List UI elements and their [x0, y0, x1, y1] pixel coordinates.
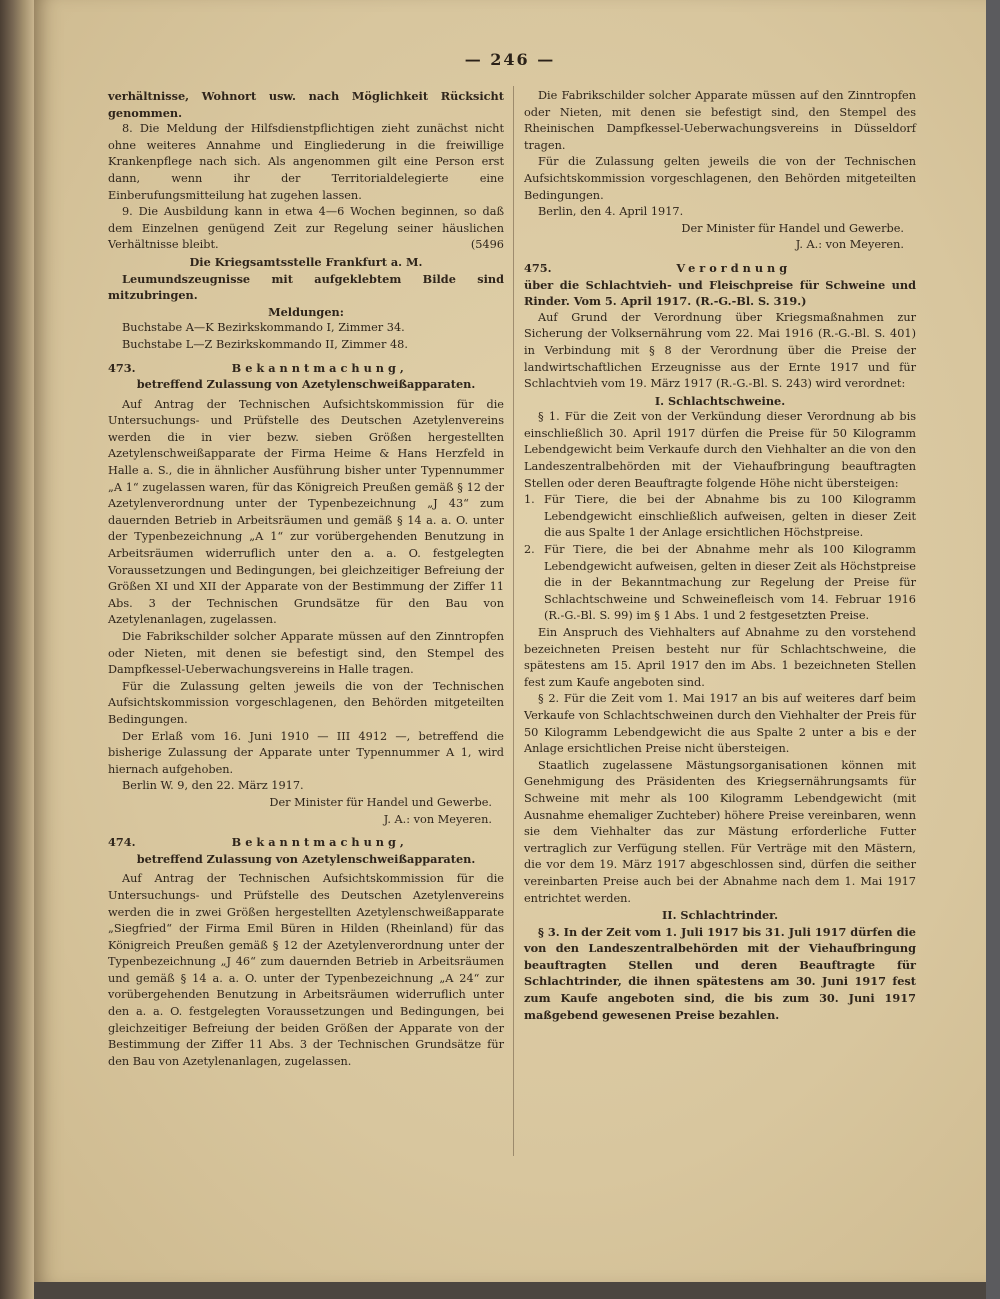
paragraph-8: 8. Die Meldung der Hilfsdienstpflichtigen zieht zunächst nicht ohne weiteres Annahme und Eingliederung in die freiwillige Krankenpflege nach sich. Als angenommen gilt eine Person erst dann, wenn ihr der Territorialdelegierte eine Einberufungsmitteilung hat zugehen lassen. [108, 122, 504, 202]
right-column [524, 88, 916, 1023]
signature-name: J. A.: von Meyeren. [795, 238, 904, 252]
place-date: Berlin, den 4. April 1917. [538, 205, 684, 219]
section-number: 475. [524, 260, 552, 275]
page-edge [986, 0, 1000, 1299]
section-473-paragraph: Für die Zulassung gelten jeweils die von der Technischen Aufsichtskommission vorgeschlagenen, den Behörden mitgeteilten Bedingungen. [108, 679, 504, 726]
paragraph-9 [108, 204, 504, 254]
section-474-paragraph: Auf Antrag der Technischen Aufsichtskommission für die Untersuchungs- und Prüfstelle des Deutschen Azetylenvereins werden die in zwei Größen hergestellten Azetylenschweißapparate „Siegfried“ der Firma Emil Büren in Hilden (Rheinland) für das Königreich Preußen gemäß § 12 der Azetylenverordnung unter der Typenbezeichnung „J 46“ zum dauernden Betrieb in Arbeitsräumen und gemäß § 14 a. a. O. unter der Typenbezeichnung „A 24“ zur vorübergehenden Benutzung in Arbeitsräumen widerruflich unter den a. a. O. festgelegten Voraussetzungen und Bedingungen, bei gleichzeitiger Befreiung der beiden Größen der Apparate von der Bestimmung der Ziffer 11 Abs. 3 der Technischen Grundsätze für den Bau von Azetylenanlagen, zugelassen. [108, 872, 504, 1068]
list-item [524, 542, 916, 625]
paragraph-1: § 1. Für die Zeit von der Verkündung dieser Verordnung ab bis einschließlich 30. April 1917 dürfen die Preise für 50 Kilogramm Lebendgewicht beim Verkaufe durch den Viehhalter an die von den Landeszentralbehörden mit der Viehaufbringung beauftragten Stellen oder deren Beauftragte folgende Höhe nicht übersteigen: [524, 410, 916, 490]
section-title: Verordnung [676, 260, 792, 275]
paragraph-2: § 2. Für die Zeit vom 1. Mai 1917 an bis auf weiteres darf beim Verkaufe von Schlachtschweinen durch den Viehhalter der Preis für 50 Kilogramm Lebendgewicht die aus Spalte 2 unter a bis e der Anlage ersichtlichen Preise nicht übersteigen. [524, 692, 916, 756]
section-subtitle: betreffend Zulassung von Azetylenschweißapparaten. [136, 377, 476, 392]
signature-minister: Der Minister für Handel und Gewerbe. [269, 795, 492, 809]
section-subtitle: über die Schlachtvieh- und Fleischpreise für Schweine und Rinder. Vom 5. April 1917. (R.-G.-Bl. S. 319.) [524, 277, 916, 309]
meldung-line-1: Buchstabe A—K Bezirkskommando I, Zimmer 34. [122, 321, 405, 335]
list-item [524, 492, 916, 542]
left-column [108, 88, 504, 1070]
section-number: 473. [108, 360, 136, 375]
signature-name: J. A.: von Meyeren. [383, 812, 492, 826]
paragraph-3: § 3. In der Zeit vom 1. Juli 1917 bis 31. Juli 1917 dürfen die von den Landeszentralbehörden mit der Viehaufbringung beauftragten Stellen und deren Beauftragte für Schlachtrinder, die ihnen spätestens am 30. Juni 1917 fest zum Kaufe angeboten sind, die bis zum 30. Juni 1917 maßgebend gewesenen Preise bezahlen. [524, 924, 916, 1022]
signature-minister: Der Minister für Handel und Gewerbe. [681, 221, 904, 235]
paragraph-9-text: 9. Die Ausbildung kann in etwa 4—6 Wochen beginnen, so daß dem Einzelnen genügend Zeit zur Regelung seiner häuslichen Verhältnisse bleibt. [108, 205, 504, 252]
list-text: Für Tiere, die bei der Abnahme mehr als 100 Kilogramm Lebendgewicht aufweisen, gelten in dieser Zeit als Höchstpreise die in der Bekanntmachung zur Regelung der Preise für Schlachtschweine und Schweinefleisch vom 14. Februar 1916 (R.-G.-Bl. S. 99) im § 1 Abs. 1 und 2 festgesetzten Preise. [544, 543, 916, 623]
section-473-paragraph: Die Fabrikschilder solcher Apparate müssen auf den Zinntropfen oder Nieten, mit denen sie befestigt sind, den Stempel des Dampfkessel-Ueberwachungsvereins in Halle tragen. [108, 630, 504, 677]
office-signature: Die Kriegsamtsstelle Frankfurt a. M. [189, 254, 423, 269]
section-474-heading [108, 834, 504, 851]
intro-text: verhältnisse, Wohnort usw. nach Möglichkeit Rücksicht genommen. [108, 89, 504, 120]
section-473-heading [108, 360, 504, 377]
list-number: 1. [524, 493, 535, 507]
meldung-line-2: Buchstabe L—Z Bezirkskommando II, Zimmer 48. [122, 337, 408, 351]
page-number: — 246 — [464, 50, 556, 69]
page-bottom-edge [34, 1282, 986, 1299]
column-divider [513, 86, 514, 1156]
subsection-heading: II. Schlachtrinder. [662, 908, 778, 923]
paragraph: Staatlich zugelassene Mästungsorganisationen können mit Genehmigung des Präsidenten des Kriegsernährungsamts für Schweine mit mehr als 100 Kilogramm Lebendgewicht (mit Ausnahme ehemaliger Zuchteber) höhere Preise vereinbaren, wenn sie dem Viehhalter das zur Mästung erforderliche Futter vertraglich zur Verfügung stellen. Für Verträge mit den Mästern, die vor dem 19. März 1917 abgeschlossen sind, dürfen die seither vereinbarten Preise auch bei der Abnahme nach dem 1. Mai 1917 entrichtet werden. [524, 758, 916, 905]
section-473-paragraph: Auf Antrag der Technischen Aufsichtskommission für die Untersuchungs- und Prüfstelle des Deutschen Azetylenvereins werden die in vier bezw. sieben Größen hergestellten Azetylenschweißapparate der Firma Heime & Hans Herzfeld in Halle a. S., die in ähnlicher Ausführung bisher unter Typennummer „A 1“ zugelassen waren, für das Königreich Preußen gemäß § 12 der Azetylenverordnung unter der Typenbezeichnung „J 43“ zum dauernden Betrieb in Arbeitsräumen und gemäß § 14 a. a. O. unter der Typenbezeichnung „A 1“ zur vorübergehenden Benutzung in Arbeitsräumen widerruflich unter den a. a. O. festgelegten Voraussetzungen und Bedingungen, bei gleichzeitiger Befreiung der Größen XI und XII der Apparate von der Bestimmung der Ziffer 11 Abs. 3 der Technischen Grundsätze für den Bau von Azetylenanlagen, zugelassen. [108, 397, 504, 627]
meldungen-heading: Meldungen: [268, 304, 344, 319]
place-date: Berlin W. 9, den 22. März 1917. [122, 779, 304, 793]
reference-number: (5496 [470, 238, 504, 252]
paragraph: Die Fabrikschilder solcher Apparate müssen auf den Zinntropfen oder Nieten, mit denen sie befestigt sind, den Stempel des Rheinischen Dampfkessel-Ueberwachungsvereins in Düsseldorf tragen. [524, 89, 916, 152]
list-number: 2. [524, 543, 535, 557]
list-text: Für Tiere, die bei der Abnahme bis zu 100 Kilogramm Lebendgewicht einschließlich aufweisen, gelten in dieser Zeit die aus Spalte 1 der Anlage ersichtlichen Höchstpreise. [544, 493, 916, 540]
section-475-heading [524, 260, 916, 277]
photo-note: Leumundszeugnisse mit aufgeklebtem Bilde sind mitzubringen. [108, 271, 504, 303]
section-473-paragraph: Der Erlaß vom 16. Juni 1910 — III 4912 —, betreffend die bisherige Zulassung der Apparate unter Typennummer A 1, wird hiernach aufgehoben. [108, 729, 504, 776]
section-title: Bekanntmachung, [231, 360, 408, 375]
section-subtitle: betreffend Zulassung von Azetylenschweißapparaten. [136, 851, 476, 866]
book-binding [0, 0, 34, 1299]
section-title: Bekanntmachung, [231, 835, 408, 850]
section-number: 474. [108, 835, 136, 850]
subsection-heading: I. Schlachtschweine. [654, 393, 786, 408]
paragraph: Ein Anspruch des Viehhalters auf Abnahme zu den vorstehend bezeichneten Preisen besteht nur für Schlachtschweine, die spätestens am 15. April 1917 den im Abs. 1 bezeichneten Stellen fest zum Kaufe angeboten sind. [524, 626, 916, 689]
section-475-paragraph: Auf Grund der Verordnung über Kriegsmaßnahmen zur Sicherung der Volksernährung vom 22. Mai 1916 (R.-G.-Bl. S. 401) in Verbindung mit § 8 der Verordnung über die Preise der landwirtschaftlichen Erzeugnisse aus der Ernte 1917 und für Schlachtvieh vom 19. März 1917 (R.-G.-Bl. S. 243) wird verordnet: [524, 310, 916, 391]
paragraph: Für die Zulassung gelten jeweils die von der Technischen Aufsichtskommission vorgeschlagenen, den Behörden mitgeteilten Bedingungen. [524, 155, 916, 202]
